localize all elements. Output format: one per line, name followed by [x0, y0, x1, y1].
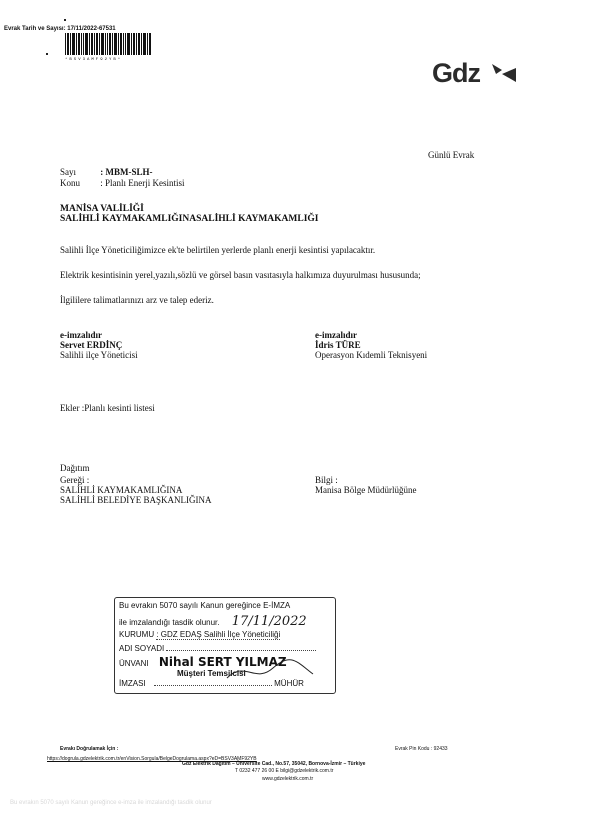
sayi-label: Sayı: [60, 167, 77, 177]
signature-left: [60, 330, 138, 360]
scan-speck: [64, 19, 66, 21]
stamp-imzasi-label: İMZASI: [119, 679, 146, 688]
logo-text: Gdz: [432, 58, 480, 88]
konu-row: [60, 178, 185, 188]
stamp-title-seal: Müşteri Temsilcisi: [177, 669, 246, 678]
stamp-adi: [119, 644, 316, 653]
footer-dogrulama-url[interactable]: https://dogrula.gdzelektrik.com.tr/enVision.Sorgula/BelgeDogrulama.aspx?eD=BSV3AMF92YB: [47, 756, 257, 762]
bilgi-item: Manisa Bölge Müdürlüğüne: [315, 485, 417, 495]
konu-value: : Planlı Enerji Kesintisi: [100, 178, 185, 188]
stamp-handwritten-date: 17/11/2022: [231, 614, 307, 629]
geregi-item: SALİHLİ KAYMAKAMLIĞINA: [60, 485, 183, 495]
stamp-kurum: [119, 630, 280, 639]
geregi-label: Gereği :: [60, 475, 90, 485]
signature-left-name: Servet ERDİNÇ: [60, 340, 123, 350]
konu-label: Konu: [60, 178, 80, 188]
footer-dogrulama-label: Evrakı Doğrulamak İçin :: [60, 746, 119, 752]
stamp-kurum-value: : GDZ EDAŞ Salihli İlçe Yöneticiliği: [156, 630, 281, 639]
body-paragraph-3: İlgililere talimatlarınızı arz ve talep ederiz.: [60, 295, 214, 305]
signature-left-title: Salihli ilçe Yöneticisi: [60, 350, 138, 360]
handwritten-signature-icon: [225, 656, 315, 686]
signature-left-tag: e-imzalıdır: [60, 330, 102, 340]
footer-web: www.gdzelektrik.com.tr: [262, 776, 314, 782]
stamp-line-2: [119, 614, 307, 629]
stamp-tasdik: ile imzalandığı tasdik olunur.: [119, 618, 220, 627]
sayi-value: : MBM-SLH-: [100, 167, 153, 177]
body-paragraph-2: Elektrik kesintisinin yerel,yazılı,sözlü ve görsel basın vasıtasıyla halkımıza duyurulması hususunda;: [60, 270, 421, 280]
stamp-kurum-label: KURUMU: [119, 630, 155, 639]
geregi-item: SALİHLİ BELEDİYE BAŞKANLIĞINA: [60, 495, 212, 505]
certification-stamp: [114, 597, 336, 694]
ekler: Ekler :Planlı kesinti listesi: [60, 403, 155, 413]
stamp-line-1: Bu evrakın 5070 sayılı Kanun gereğince E-İMZA: [119, 601, 291, 610]
footer-faint-line: Bu evrakın 5070 sayılı Kanun gereğince e-imza ile imzalandığı tasdik olunur: [10, 800, 212, 806]
stamp-adi-label: ADI SOYADI: [119, 644, 165, 653]
scan-speck: [46, 53, 48, 55]
footer-company: Gdz Elektrik Dağıtım – Üniversite Cad., No.57, 35042, Bornova-İzmir – Türkiye: [182, 761, 366, 767]
recipient-line-2: SALİHLİ KAYMAKAMLIĞINASALİHLİ KAYMAKAMLIĞI: [60, 214, 319, 224]
bilgi-label: Bilgi :: [315, 475, 338, 485]
barcode-text: *BSV3AMF92YB*: [65, 58, 123, 62]
stamp-muhur: MÜHÜR: [274, 679, 304, 688]
dagitim-geregi: [60, 475, 211, 505]
signature-right-title: Operasyon Kıdemli Teknisyeni: [315, 350, 428, 360]
stamp-unvani-label: ÜNVANI: [119, 659, 149, 668]
gunlu-evrak: Günlü Evrak: [428, 150, 475, 160]
footer-phone: T 0232 477 26 00 E bilgi@gdzelektrik.com.tr: [235, 768, 334, 774]
recipient-line-1: MANİSA VALİLİĞİ: [60, 204, 144, 214]
dagitim-title: Dağıtım: [60, 463, 90, 473]
logo-arrows-icon: [490, 62, 518, 86]
document-header: Evrak Tarih ve Sayısı: 17/11/2022-67531: [4, 26, 116, 32]
stamp-name-seal: Nihal SERT YILMAZ: [158, 655, 287, 669]
signature-right-name: İdris TÜRE: [315, 340, 361, 350]
gdz-logo: [432, 58, 522, 94]
body-paragraph-1: Salihli İlçe Yöneticiliğimizce ek'te belirtilen yerlerde planlı enerji kesintisi yapılacaktır.: [60, 245, 376, 255]
dagitim-bilgi: [315, 475, 417, 495]
sayi-row: [60, 167, 153, 177]
signature-right-tag: e-imzalıdır: [315, 330, 357, 340]
signature-right: [315, 330, 427, 360]
footer-pin: Evrak Pin Kodu : 92433: [395, 746, 448, 752]
